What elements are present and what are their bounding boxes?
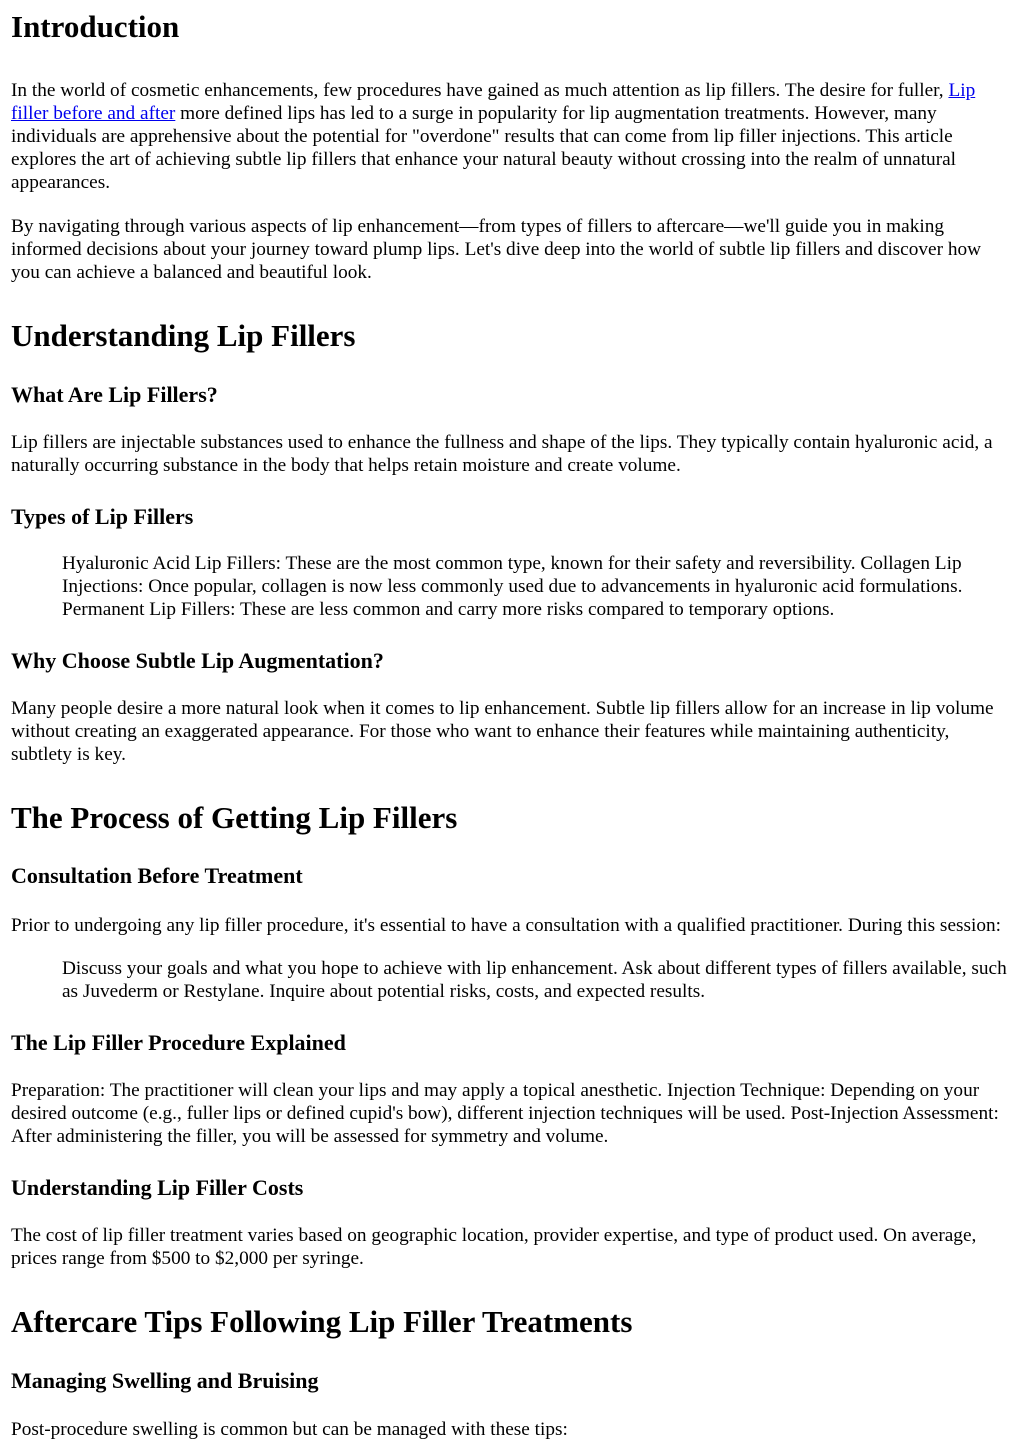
- procedure-text: Preparation: The practitioner will clean your lips and may apply a topical anesthetic. Injection Technique: Depending on your desired outcome (e.g., fuller lips or defined cupid's bow), different injection techniques will be used. Post-Injection Assessment: After administering the filler, you will be assessed for symmetry and volume.: [11, 1080, 999, 1147]
- consultation-text: Prior to undergoing any lip filler procedure, it's essential to have a consultation with a qualified practitioner. During this session:: [11, 915, 1001, 936]
- understanding-heading: Understanding Lip Fillers: [11, 318, 356, 353]
- why-subtle-text: Many people desire a more natural look when it comes to lip enhancement. Subtle lip fillers allow for an increase in lip volume without creating an exaggerated appearance. For those who want to enhance their features while maintaining authenticity, subtlety is key.: [11, 698, 994, 765]
- procedure-heading: The Lip Filler Procedure Explained: [11, 1030, 346, 1055]
- swelling-text: Post-procedure swelling is common but can be managed with these tips:: [11, 1419, 568, 1440]
- introduction-paragraph-1: [11, 79, 1014, 194]
- consultation-list: Discuss your goals and what you hope to achieve with lip enhancement. Ask about different types of fillers available, such as Juvederm or Restylane. Inquire about potential risks, costs, and expected results.: [62, 958, 1007, 1002]
- introduction-paragraph-2: By navigating through various aspects of lip enhancement—from types of fillers to aftercare—we'll guide you in making informed decisions about your journey toward plump lips. Let's dive deep into the world of subtle lip fillers and discover how you can achieve a balanced and beautiful look.: [11, 216, 982, 283]
- introduction-heading: Introduction: [11, 9, 180, 44]
- swelling-heading: Managing Swelling and Bruising: [11, 1368, 319, 1393]
- intro-text-after-link: more defined lips has led to a surge in popularity for lip augmentation treatments. However, many individuals are apprehensive about the potential for "overdone" results that can come from lip filler injections. This article explores the art of achieving subtle lip fillers that enhance your natural beauty without crossing into the realm of unnatural appearances.: [11, 103, 957, 193]
- article: [0, 9, 1024, 1441]
- what-are-lip-fillers-heading: What Are Lip Fillers?: [11, 382, 218, 407]
- costs-text: The cost of lip filler treatment varies based on geographic location, provider expertise, and type of product used. On average, prices range from $500 to $2,000 per syringe.: [11, 1225, 977, 1269]
- costs-heading: Understanding Lip Filler Costs: [11, 1175, 304, 1200]
- process-heading: The Process of Getting Lip Fillers: [11, 800, 458, 835]
- types-of-lip-fillers-heading: Types of Lip Fillers: [11, 504, 194, 529]
- consultation-heading: Consultation Before Treatment: [11, 863, 303, 888]
- lip-filler-before-after-link[interactable]: Lip filler before and after: [11, 80, 976, 124]
- aftercare-heading: Aftercare Tips Following Lip Filler Treatments: [11, 1304, 633, 1339]
- what-are-lip-fillers-text: Lip fillers are injectable substances used to enhance the fullness and shape of the lips. They typically contain hyaluronic acid, a naturally occurring substance in the body that helps retain moisture and create volume.: [11, 432, 993, 476]
- intro-text-before-link: In the world of cosmetic enhancements, few procedures have gained as much attention as lip fillers. The desire for fuller,: [11, 80, 949, 101]
- types-of-lip-fillers-list: Hyaluronic Acid Lip Fillers: These are the most common type, known for their safety and reversibility. Collagen Lip Injections: Once popular, collagen is now less commonly used due to advancements in hyaluronic acid formulations. Permanent Lip Fillers: These are less common and carry more risks compared to temporary options.: [62, 553, 963, 620]
- why-subtle-heading: Why Choose Subtle Lip Augmentation?: [11, 648, 384, 673]
